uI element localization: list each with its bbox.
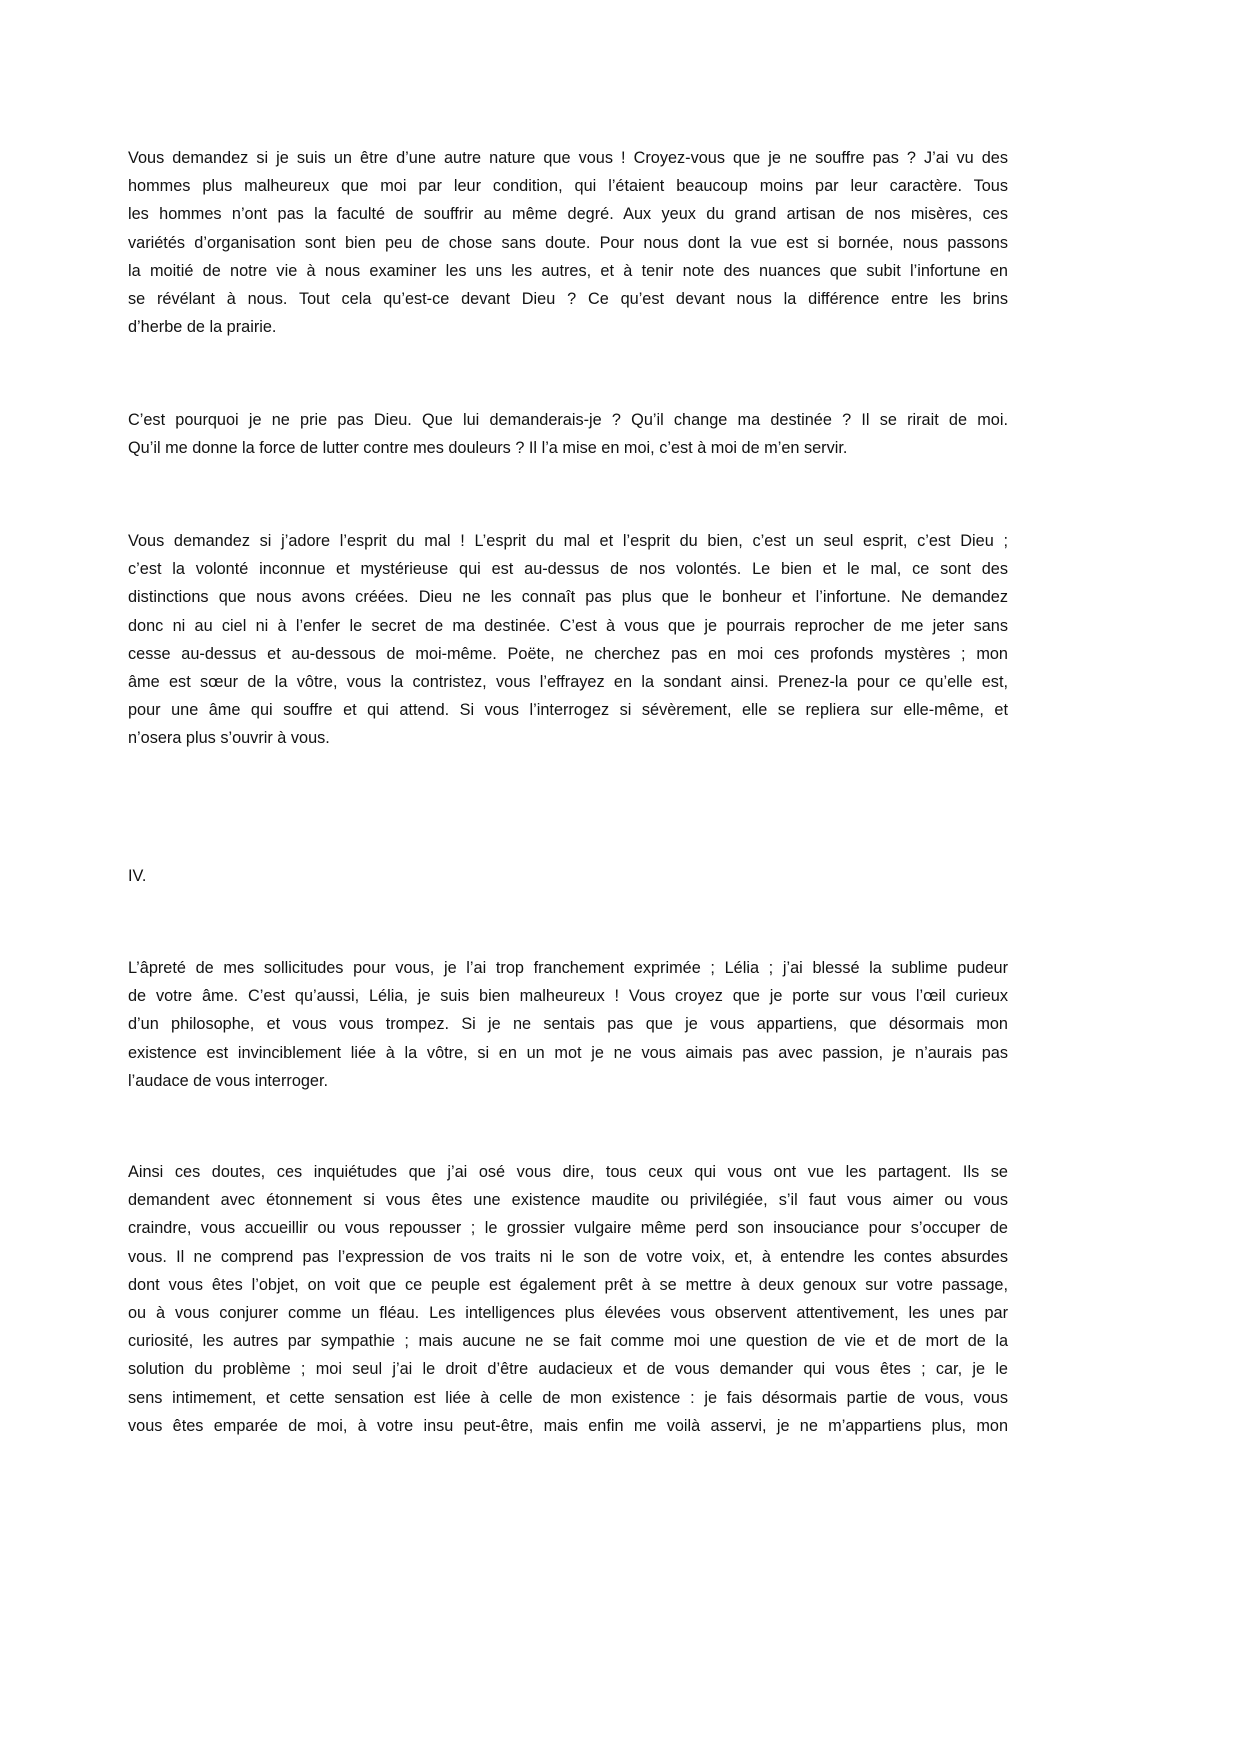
text-line: distinctions que nous avons créées. Dieu ne les connaît pas plus que le bonheur et l’infortune. Ne demandez [128,588,1008,607]
text-line: c’est la volonté inconnue et mystérieuse qui est au-dessus de nos volontés. Le bien et le mal, ce sont des [128,560,1008,579]
text-line: Vous demandez si je suis un être d’une autre nature que vous ! Croyez-vous que je ne souffre pas ? J’ai vu des [128,149,1008,167]
text-line: âme est sœur de la vôtre, vous la contristez, vous l’effrayez en la sondant ainsi. Prenez-la pour ce qu’elle est, [128,672,1008,691]
text-line: les hommes n’ont pas la faculté de souffrir au même degré. Aux yeux du grand artisan de nos misères, ces [128,205,1008,224]
text-line: demandent avec étonnement si vous êtes une existence maudite ou privilégiée, s’il faut vous aimer ou vous [128,1191,1008,1210]
text-line: sens intimement, et cette sensation est liée à celle de mon existence : je fais désormais partie de vous, vous [128,1388,1008,1407]
text-line: Qu’il me donne la force de lutter contre mes douleurs ? Il l’a mise en moi, c’est à moi de m’en servir. [128,439,848,458]
section-heading-iv [128,862,1008,890]
text-line: craindre, vous accueillir ou vous repousser ; le grossier vulgaire même perd son insouciance pour s’occuper de [128,1219,1008,1238]
paragraph-4 [128,954,1008,1095]
paragraph-1 [128,144,1008,341]
text-line: hommes plus malheureux que moi par leur condition, qui l’étaient beaucoup moins par leur caractère. Tous [128,177,1008,196]
text-line: curiosité, les autres par sympathie ; mais aucune ne se fait comme moi une question de vie et de mort de la [128,1332,1008,1351]
text-line: d’un philosophe, et vous vous trompez. Si je ne sentais pas que je vous appartiens, que désormais mon [128,1015,1008,1034]
text-line: Ainsi ces doutes, ces inquiétudes que j’ai osé vous dire, tous ceux qui vous ont vue les partagent. Ils se [128,1163,1008,1181]
text-line: IV. [128,867,147,885]
paragraph-3 [128,527,1008,753]
paragraph-2 [128,406,1008,462]
text-line: vous êtes emparée de moi, à votre insu peut-être, mais enfin me voilà asservi, je ne m’appartiens plus, mon [128,1416,1008,1435]
text-line: la moitié de notre vie à nous examiner les uns les autres, et à tenir note des nuances que subit l’infortune en [128,261,1008,280]
text-line: cesse au-dessus et au-dessous de moi-même. Poëte, ne cherchez pas en moi ces profonds mystères ; mon [128,644,1008,663]
text-line: n’osera plus s’ouvrir à vous. [128,729,330,748]
text-line: L’âpreté de mes sollicitudes pour vous, je l’ai trop franchement exprimée ; Lélia ; j’ai blessé la sublime pudeur [128,959,1008,977]
text-line: de votre âme. C’est qu’aussi, Lélia, je suis bien malheureux ! Vous croyez que je porte sur vous l’œil curieux [128,987,1008,1006]
text-line: d’herbe de la prairie. [128,318,277,337]
text-line: ou à vous conjurer comme un fléau. Les intelligences plus élevées vous observent attentivement, les unes par [128,1303,1008,1322]
text-line: dont vous êtes l’objet, on voit que ce peuple est également prêt à se mettre à deux genoux sur votre passage, [128,1275,1008,1294]
text-line: variétés d’organisation sont bien peu de chose sans doute. Pour nous dont la vue est si bornée, nous passons [128,233,1008,252]
text-line: se révélant à nous. Tout cela qu’est-ce devant Dieu ? Ce qu’est devant nous la différence entre les brins [128,289,1008,308]
text-line: C’est pourquoi je ne prie pas Dieu. Que lui demanderais-je ? Qu’il change ma destinée ? Il se rirait de moi. [128,411,1008,429]
text-line: donc ni au ciel ni à l’enfer le secret de ma destinée. C’est à vous que je pourrais reprocher de me jeter sans [128,616,1008,635]
paragraph-5 [128,1158,1008,1440]
text-line: existence est invinciblement liée à la vôtre, si en un mot je ne vous aimais pas avec passion, je n’aurais pas [128,1043,1008,1062]
text-line: Vous demandez si j’adore l’esprit du mal ! L’esprit du mal et l’esprit du bien, c’est un seul esprit, c’est Dieu ; [128,532,1008,550]
text-line: l’audace de vous interroger. [128,1071,329,1090]
text-line: pour une âme qui souffre et qui attend. Si vous l’interrogez si sévèrement, elle se repliera sur elle-même, et [128,701,1008,720]
text-line: solution du problème ; moi seul j’ai le droit d’être audacieux et de vous demander qui vous êtes ; car, je le [128,1360,1008,1379]
text-line: vous. Il ne comprend pas l’expression de vos traits ni le son de votre voix, et, à entendre les contes absurdes [128,1247,1008,1266]
